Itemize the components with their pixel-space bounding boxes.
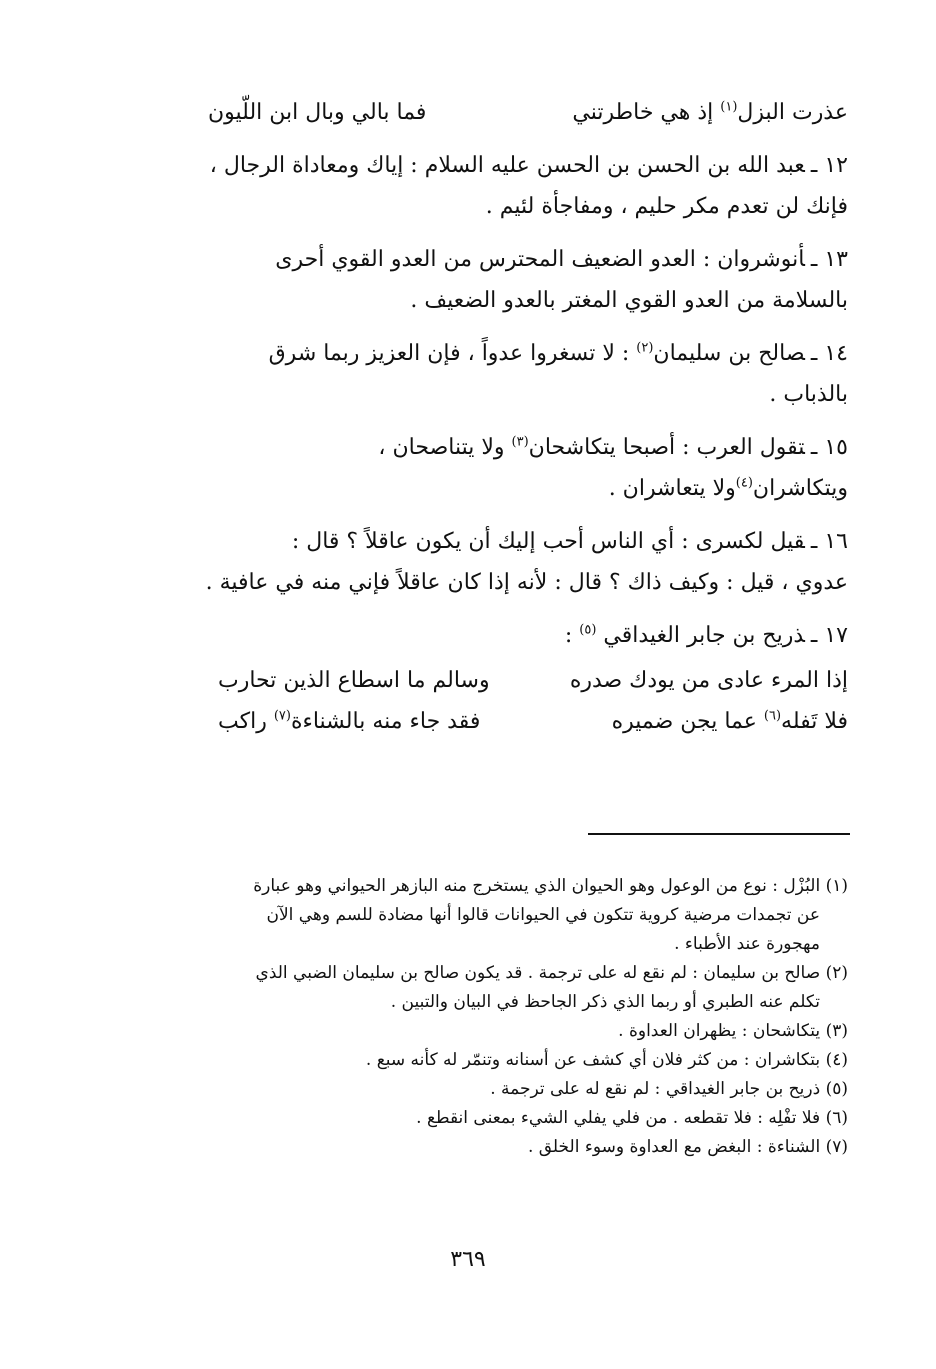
footnote-3: (٣) يتكاشحان : يظهران العداوة . (618, 1021, 848, 1041)
entry-number: ١٧ ـ (810, 623, 848, 648)
footnote-ref: (٧) (273, 708, 291, 724)
footnote-1: (١) البُزْل : نوع من الوعول وهو الحيوان الذي يستخرج منه البازهر الحيواني وهو عبارة عن تجمدات مرضية كروية تتكون في الحيوانات قالوا أنها مضادة للسم وهي الآن مهجورة عند الأطباء . (253, 876, 848, 954)
footnote-divider (588, 833, 850, 835)
entry-number: ١٤ ـ (810, 341, 848, 366)
entry-16 (148, 521, 848, 603)
page-number: ٣٦٩ (450, 1247, 486, 1272)
footnote-2: (٢) صالح بن سليمان : لم نقع له على ترجمة . قد يكون صالح بن سليمان الضبي الذي تكلم عنه الطبري أو ربما الذي ذكر الجاحظ في البيان والتبين . (255, 963, 848, 1012)
poem-verse (148, 660, 848, 701)
verse-top (148, 92, 848, 133)
entry-number: ١٢ ـ (810, 153, 848, 178)
footnote-ref: (٤) (735, 475, 753, 491)
verse-hemistich-right: عذرت البزل$^{(١)}$ إذ هي خاطرتني (572, 99, 848, 125)
entry-14 (148, 333, 848, 415)
verse-hemistich-left: وسالم ما اسطاع الذين تحارب (218, 668, 490, 693)
entry-line: ١٦ ـقيل لكسرى : أي الناس أحب إليك أن يكون عاقلاً ؟ قال : (291, 529, 848, 554)
entry-line: عدوي ، قيل : وكيف ذاك ؟ قال : لأنه إذا كان عاقلاً فإني منه في عافية . (205, 570, 848, 595)
entry-line: ويتكاشران$^{(٤)}$ولا يتعاشران . (608, 475, 848, 501)
footnote-ref: (٥) (579, 622, 597, 638)
footnote-7: (٧) الشناءة : البغض مع العداوة وسوء الخلق . (527, 1137, 848, 1157)
entry-line: ١٤ ـصالح بن سليمان$^{(٢)}$ : لا تسغروا عدواً ، فإن العزيز ربما شرق (268, 340, 848, 366)
entry-line: ١٧ ـذريح بن جابر الغيداقي $^{(٥)}$ : (564, 622, 848, 648)
footnotes (148, 872, 848, 1162)
footnote-5: (٥) ذريح بن جابر الغيداقي : لم نقع له على ترجمة . (490, 1079, 848, 1099)
entry-12 (148, 145, 848, 227)
entry-line: ١٥ ـتقول العرب : أصبحا يتكاشحان$^{(٣)}$ ولا يتناصحان ، (378, 434, 848, 460)
entry-line: ١٣ ـأنوشروان : العدو الضعيف المحترس من العدو القوي أحرى (275, 247, 848, 272)
main-text (148, 92, 848, 742)
entry-line: فإنك لن تعدم مكر حليم ، ومفاجأة لئيم . (485, 194, 848, 219)
footnote-6: (٦) فلا تفْلِه : فلا تقطعه . من فلي يفلي الشيء بمعنى انقطع . (416, 1108, 848, 1128)
footnote-ref: (٢) (636, 340, 654, 356)
entry-15 (148, 427, 848, 509)
entry-line: بالذباب . (769, 382, 848, 407)
footnote-ref: (١) (720, 99, 738, 115)
verse-hemistich-left: فقد جاء منه بالشناءة$^{(٧)}$ راكب (218, 708, 481, 734)
entry-number: ١٦ ـ (810, 529, 848, 554)
entry-number: ١٥ ـ (810, 435, 848, 460)
footnote-4: (٤) بتكاشران : من كثر فلان أي كشف عن أسنانه وتنمّر له كأنه سبع . (365, 1050, 848, 1070)
entry-13 (148, 239, 848, 321)
entry-17 (148, 615, 848, 656)
verse-hemistich-right: إذا المرء عادى من يودك صدره (569, 668, 848, 693)
entry-line: ١٢ ـعبد الله بن الحسن بن الحسن عليه السلام : إياك ومعاداة الرجال ، (209, 153, 848, 178)
verse-hemistich-right: فلا تَفله$^{(٦)}$ عما يجن ضميره (611, 708, 848, 734)
entry-line: بالسلامة من العدو القوي المغتر بالعدو الضعيف . (410, 288, 848, 313)
verse-hemistich-left: فما بالي وبال ابن اللّيون (208, 100, 427, 125)
footnote-ref: (٦) (763, 708, 782, 724)
poem-verse (148, 701, 848, 742)
footnote-ref: (٣) (511, 434, 529, 450)
entry-number: ١٣ ـ (810, 247, 848, 272)
